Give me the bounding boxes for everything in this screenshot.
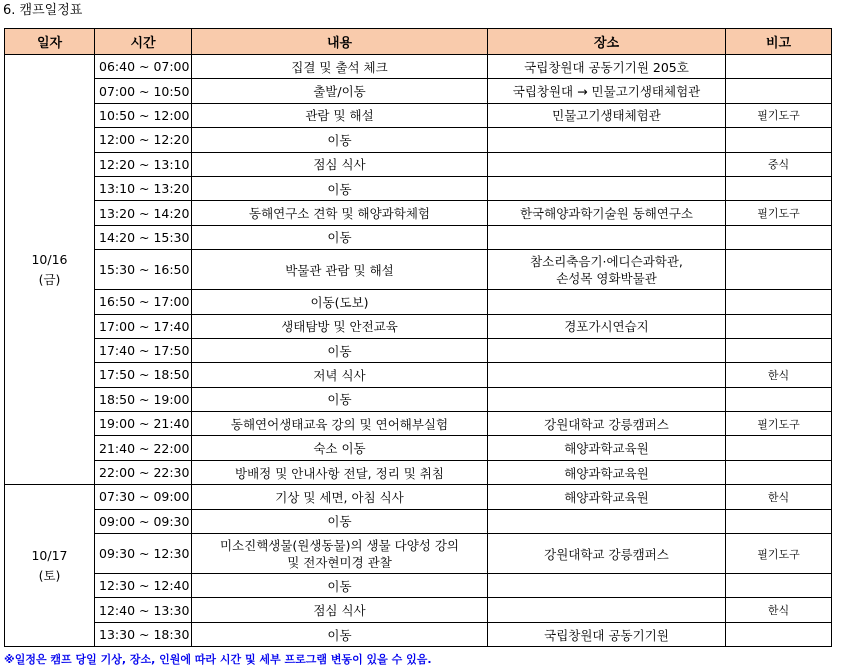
place-cell: 경포가시연습지 [488,314,726,338]
weekday-label: (금) [38,271,61,287]
date-label: 10/17 [31,547,68,563]
time-cell: 13:10 ~ 13:20 [95,176,192,200]
content-cell: 저녁 식사 [192,363,488,387]
time-cell: 22:00 ~ 22:30 [95,460,192,484]
content-cell: 이동 [192,128,488,152]
note-cell: 한식 [726,363,832,387]
time-cell: 13:20 ~ 14:20 [95,201,192,225]
note-cell: 한식 [726,485,832,509]
table-row [5,225,832,249]
time-cell: 09:00 ~ 09:30 [95,509,192,533]
time-cell: 12:20 ~ 13:10 [95,152,192,176]
table-row [5,79,832,103]
note-cell: 필기도구 [726,534,832,574]
content-cell: 생태탐방 및 안전교육 [192,314,488,338]
table-row [5,55,832,79]
content-cell: 점심 식사 [192,598,488,622]
place-cell [488,338,726,362]
content-cell: 이동(도보) [192,290,488,314]
table-row [5,363,832,387]
content-cell: 동해연어생태교육 강의 및 연어해부실험 [192,412,488,436]
time-cell: 21:40 ~ 22:00 [95,436,192,460]
table-row [5,152,832,176]
place-cell: 한국해양과학기술원 동해연구소 [488,201,726,225]
time-cell: 07:30 ~ 09:00 [95,485,192,509]
note-cell [726,314,832,338]
table-row [5,509,832,533]
place-cell [488,290,726,314]
section-heading: 6. 캠프일정표 [3,3,83,18]
note-cell [726,225,832,249]
place-cell [488,387,726,411]
table-row [5,598,832,622]
content-cell: 박물관 관람 및 해설 [192,250,488,290]
table-row [5,412,832,436]
content-cell: 관람 및 해설 [192,103,488,127]
note-cell [726,387,832,411]
note-cell [726,176,832,200]
table-row [5,128,832,152]
date-label: 10/16 [31,251,68,267]
time-cell: 15:30 ~ 16:50 [95,250,192,290]
note-cell: 한식 [726,598,832,622]
time-cell: 13:30 ~ 18:30 [95,622,192,646]
table-row [5,338,832,362]
place-cell: 해양과학교육원 [488,460,726,484]
date-cell [5,485,95,647]
table-row [5,250,832,290]
content-cell: 이동 [192,509,488,533]
note-cell [726,460,832,484]
note-cell: 필기도구 [726,201,832,225]
note-cell [726,338,832,362]
time-cell: 17:50 ~ 18:50 [95,363,192,387]
note-cell [726,622,832,646]
note-cell: 필기도구 [726,103,832,127]
table-row [5,436,832,460]
table-row [5,176,832,200]
note-cell [726,574,832,598]
place-cell: 국립창원대 공동기기원 [488,622,726,646]
header-time: 시간 [95,29,192,55]
schedule-body [5,55,832,647]
place-cell: 해양과학교육원 [488,436,726,460]
time-cell: 09:30 ~ 12:30 [95,534,192,574]
header-place: 장소 [488,29,726,55]
table-row [5,460,832,484]
footer-note: ※일정은 캠프 당일 기상, 장소, 인원에 따라 시간 및 세부 프로그램 변동이 있을 수 있음. [4,653,432,666]
place-cell [488,152,726,176]
content-cell: 숙소 이동 [192,436,488,460]
content-cell: 이동 [192,574,488,598]
note-cell [726,250,832,290]
content-cell: 이동 [192,338,488,362]
time-cell: 19:00 ~ 21:40 [95,412,192,436]
note-cell: 필기도구 [726,412,832,436]
time-cell: 06:40 ~ 07:00 [95,55,192,79]
header-content: 내용 [192,29,488,55]
note-cell [726,290,832,314]
place-cell [488,363,726,387]
weekday-label: (토) [38,567,61,583]
table-row [5,574,832,598]
time-cell: 18:50 ~ 19:00 [95,387,192,411]
place-cell [488,176,726,200]
place-cell [488,598,726,622]
content-cell: 방배정 및 안내사항 전달, 정리 및 취침 [192,460,488,484]
table-row [5,622,832,646]
content-cell: 이동 [192,225,488,249]
note-cell: 중식 [726,152,832,176]
place-cell: 강원대학교 강릉캠퍼스 [488,534,726,574]
table-row [5,387,832,411]
content-cell: 이동 [192,387,488,411]
table-row [5,201,832,225]
content-cell: 점심 식사 [192,152,488,176]
content-cell: 출발/이동 [192,79,488,103]
place-cell: 참소리축음기·에디슨과학관, 손성목 영화박물관 [488,250,726,290]
time-cell: 17:00 ~ 17:40 [95,314,192,338]
date-cell [5,55,95,485]
content-cell: 기상 및 세면, 아침 식사 [192,485,488,509]
content-cell: 동해연구소 견학 및 해양과학체험 [192,201,488,225]
place-cell [488,509,726,533]
note-cell [726,436,832,460]
place-cell: 국립창원대 → 민물고기생태체험관 [488,79,726,103]
note-cell [726,509,832,533]
table-header-row [5,29,832,55]
table-row [5,314,832,338]
note-cell [726,55,832,79]
time-cell: 10:50 ~ 12:00 [95,103,192,127]
place-cell: 해양과학교육원 [488,485,726,509]
place-cell: 민물고기생태체험관 [488,103,726,127]
table-row [5,485,832,509]
content-cell: 이동 [192,176,488,200]
note-cell [726,79,832,103]
time-cell: 17:40 ~ 17:50 [95,338,192,362]
camp-schedule-table [4,28,832,647]
place-cell [488,225,726,249]
content-cell: 미소진핵생물(원생동물)의 생물 다양성 강의 및 전자현미경 관찰 [192,534,488,574]
note-cell [726,128,832,152]
table-row [5,534,832,574]
time-cell: 12:40 ~ 13:30 [95,598,192,622]
table-row [5,103,832,127]
content-cell: 집결 및 출석 체크 [192,55,488,79]
time-cell: 14:20 ~ 15:30 [95,225,192,249]
place-cell [488,128,726,152]
place-cell: 국립창원대 공동기기원 205호 [488,55,726,79]
table-row [5,290,832,314]
time-cell: 16:50 ~ 17:00 [95,290,192,314]
place-cell: 강원대학교 강릉캠퍼스 [488,412,726,436]
time-cell: 12:30 ~ 12:40 [95,574,192,598]
time-cell: 07:00 ~ 10:50 [95,79,192,103]
header-note: 비고 [726,29,832,55]
header-date: 일자 [5,29,95,55]
time-cell: 12:00 ~ 12:20 [95,128,192,152]
content-cell: 이동 [192,622,488,646]
place-cell [488,574,726,598]
